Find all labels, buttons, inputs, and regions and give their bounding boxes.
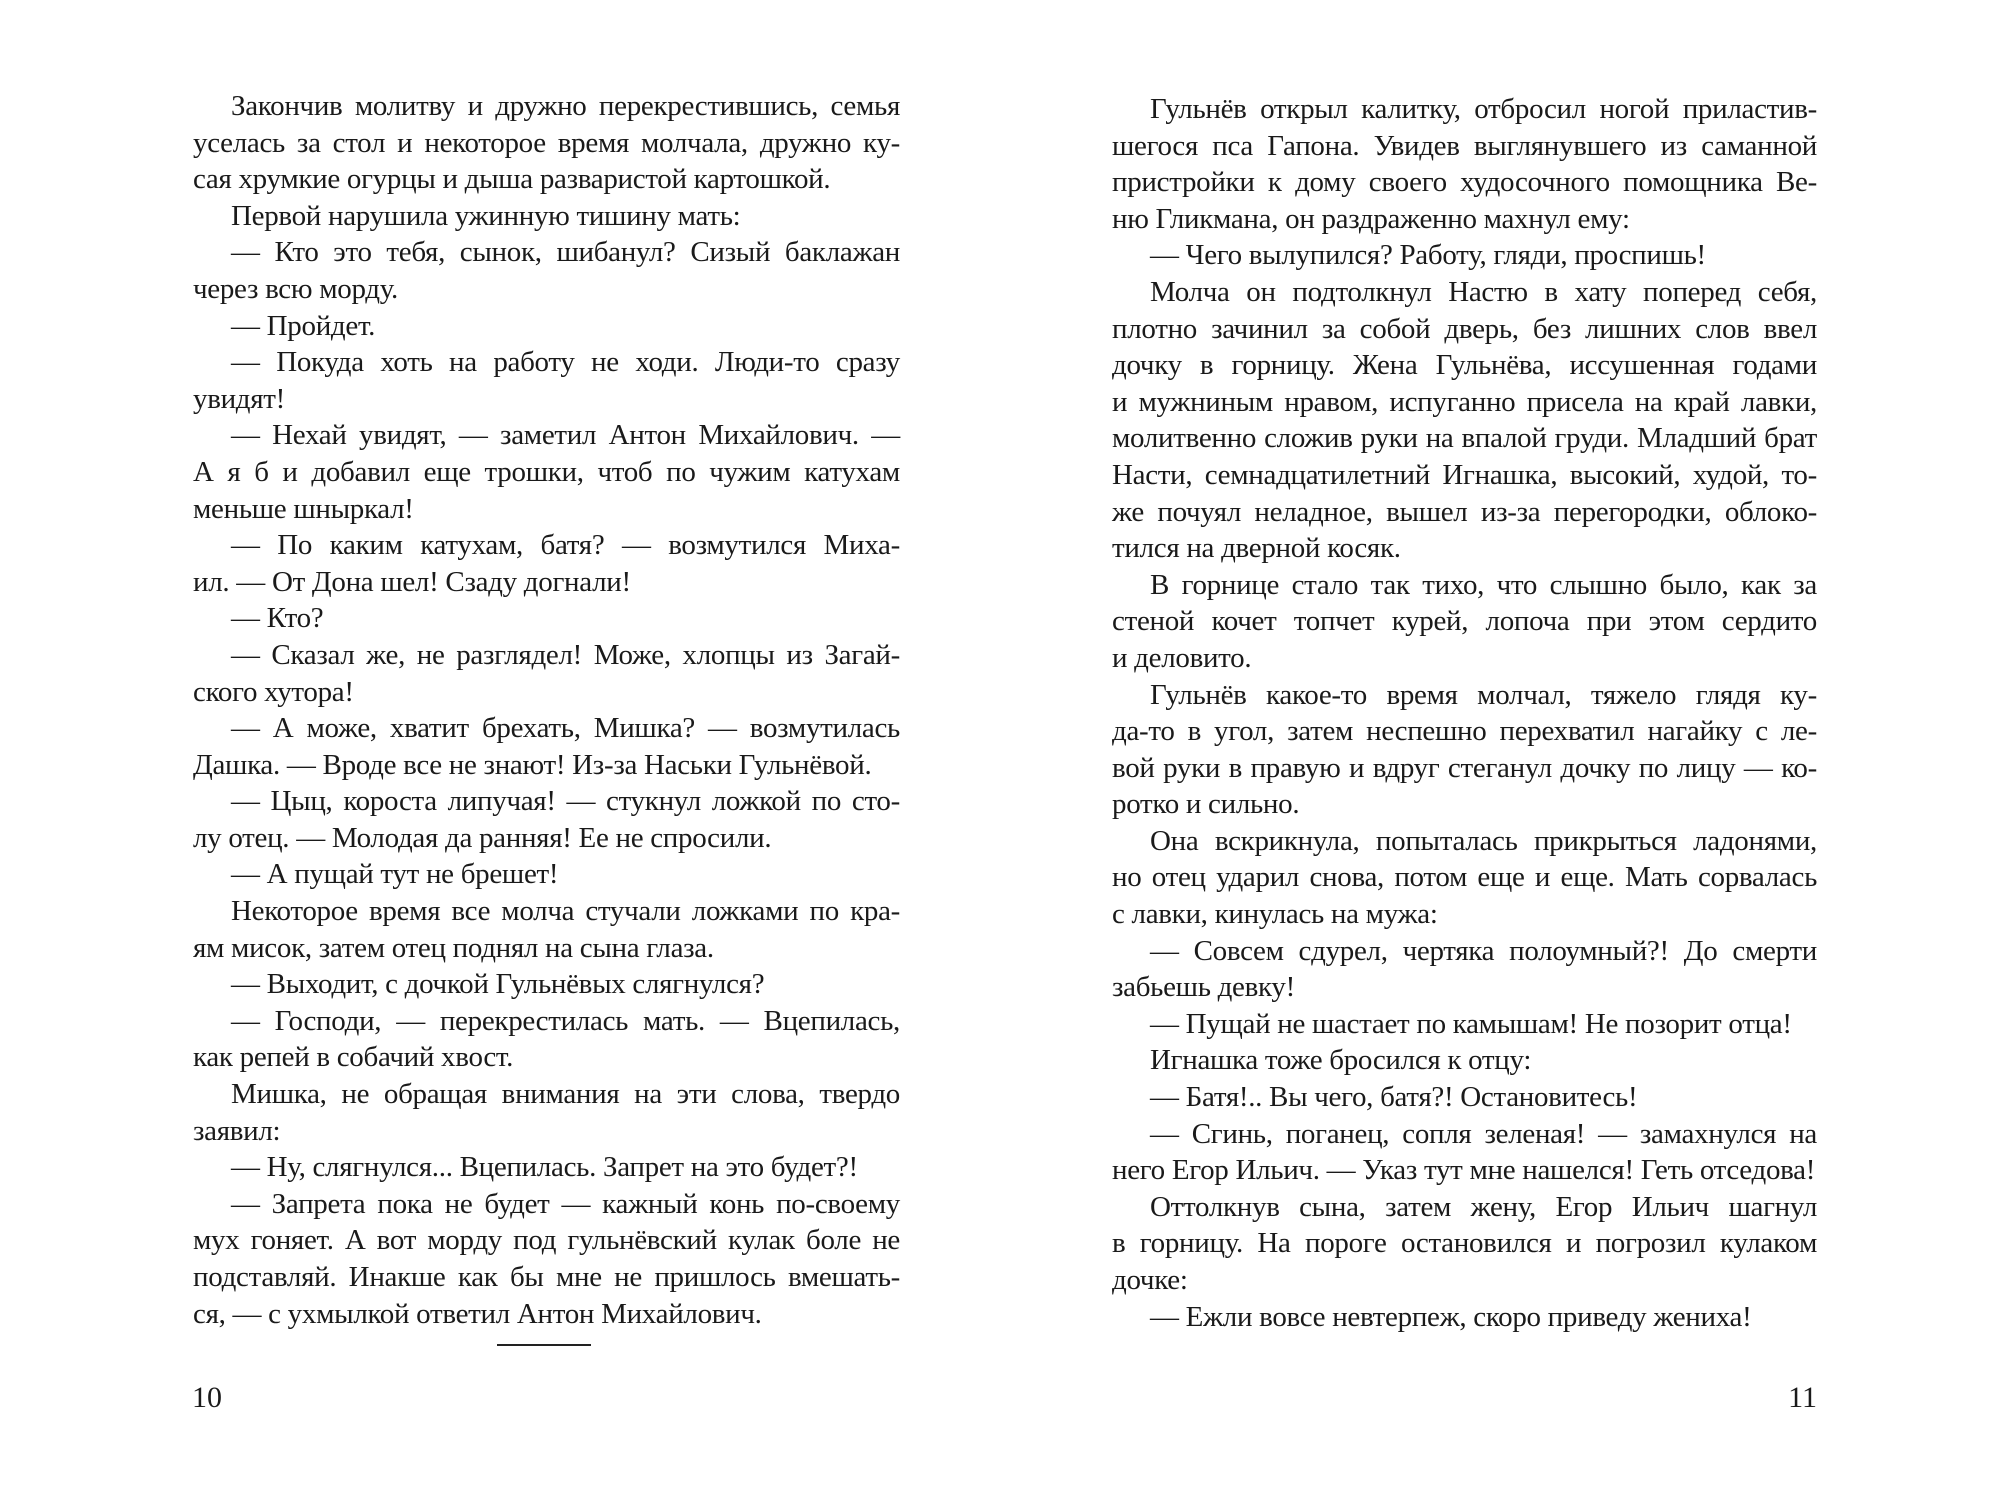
text-line: увидят! (193, 382, 286, 415)
left-page-text (193, 88, 900, 1332)
page-number-right: 11 (1788, 1381, 1817, 1414)
paragraph (1112, 91, 1817, 237)
text-line: А я б и добавил еще трошки, чтоб по чужим катухам (193, 455, 900, 488)
text-line: — Выходит, с дочкой Гульнёвых слягнулся? (231, 968, 765, 1001)
text-line: вой руки в правую и вдруг стеганул дочку по лицу — ко- (1112, 751, 1817, 784)
text-line: как репей в собачий хвост. (193, 1041, 514, 1074)
text-line: и деловито. (1112, 641, 1252, 674)
text-line: пристройки к дому своего худосочного помощника Ве- (1112, 166, 1817, 199)
text-line: в горницу. На пороге остановился и погрозил кулаком (1112, 1227, 1817, 1260)
text-line: — Кто? (231, 602, 324, 635)
text-line: да-то в угол, затем неспешно перехватил нагайку с ле- (1112, 715, 1817, 748)
text-line: дочку в горницу. Жена Гульнёва, иссушенная годами (1112, 349, 1817, 382)
text-line: — Ну, слягнулся... Вцепилась. Запрет на это будет?! (231, 1151, 858, 1184)
text-line: заявил: (193, 1114, 281, 1147)
text-line: Молча он подтолкнул Настю в хату поперед себя, (1150, 275, 1817, 308)
paragraph (1112, 567, 1817, 677)
text-line: Дашка. — Вроде все не знают! Из-за Наськи Гульнёвой. (193, 748, 872, 781)
text-line: — Чего вылупился? Работу, гляди, проспишь! (1150, 239, 1706, 272)
text-line: с лавки, кинулась на мужа: (1112, 898, 1438, 931)
text-line: — А пущай тут не брешет! (231, 858, 559, 891)
page-number-left: 10 (192, 1381, 222, 1414)
text-line: ил. — От Дона шел! Сзаду догнали! (193, 565, 631, 598)
text-line: молитвенно сложив руки на впалой груди. Младший брат (1112, 422, 1817, 455)
paragraph (1112, 274, 1817, 567)
text-line: Мишка, не обращая внимания на эти слова, твердо (231, 1078, 900, 1111)
text-line: но отец ударил снова, потом еще и еще. Мать сорвалась (1112, 861, 1817, 894)
paragraph (193, 856, 900, 893)
text-line: — Нехай увидят, — заметил Антон Михайлович. — (231, 419, 900, 452)
paragraph (193, 1003, 900, 1076)
text-line: дочке: (1112, 1264, 1188, 1296)
paragraph (193, 893, 900, 966)
text-line: — Пройдет. (231, 309, 376, 342)
text-line: — Совсем сдурел, чертяка полоумный?! До смерти (1150, 934, 1817, 967)
paragraph (1112, 823, 1817, 933)
text-line: ям мисок, затем отец поднял на сына глаза. (193, 931, 714, 964)
paragraph (193, 88, 900, 198)
paragraph (193, 234, 900, 307)
paragraph (193, 344, 900, 417)
text-line: — Ежли вовсе невтерпеж, скоро приведу жениха! (1150, 1300, 1752, 1333)
text-line: — По каким катухам, батя? — возмутился Миха- (231, 529, 900, 562)
text-line: забьешь девку! (1112, 971, 1295, 1004)
text-line: — Батя!.. Вы чего, батя?! Остановитесь! (1150, 1081, 1638, 1114)
text-line: Гульнёв открыл калитку, отбросил ногой приластив- (1150, 93, 1817, 125)
paragraph (193, 527, 900, 600)
paragraph (193, 783, 900, 856)
paragraph (1112, 1042, 1817, 1079)
text-line: Насти, семнадцатилетний Игнашка, высокий, худой, то- (1112, 458, 1817, 491)
text-line: ню Гликмана, он раздраженно махнул ему: (1112, 202, 1630, 235)
text-line: сая хрумкие огурцы и дыша разваристой картошкой. (193, 163, 831, 196)
text-line: ротко и сильно. (1112, 788, 1300, 821)
text-line: — Цыц, короста липучая! — стукнул ложкой по сто- (231, 785, 900, 818)
text-line: же почуял неладное, вышел из-за перегородки, облоко- (1112, 495, 1817, 528)
text-line: него Егор Ильич. — Указ тут мне нашелся! Геть отседова! (1112, 1154, 1816, 1187)
text-line: мух гоняет. А вот морду под гульнёвский кулак боле не (193, 1224, 900, 1257)
text-line: Первой нарушила ужинную тишину мать: (231, 199, 741, 232)
paragraph (193, 198, 900, 235)
paragraph (1112, 933, 1817, 1006)
text-line: — Господи, — перекрестилась мать. — Вцепилась, (231, 1004, 900, 1037)
right-page-text (1112, 91, 1817, 1335)
text-line: ся, — с ухмылкой ответил Антон Михайлович. (193, 1297, 762, 1330)
section-separator (497, 1344, 591, 1346)
text-line: уселась за стол и некоторое время молчала, дружно ку- (193, 126, 900, 159)
paragraph (193, 1076, 900, 1149)
text-line: Некоторое время все молча стучали ложками по кра- (231, 895, 900, 928)
text-line: плотно зачинил за собой дверь, без лишних слов ввел (1112, 312, 1817, 345)
paragraph (193, 966, 900, 1003)
paragraph (1112, 1006, 1817, 1043)
text-line: и мужниным нравом, испуганно присела на край лавки, (1112, 385, 1817, 418)
text-line: — А може, хватит брехать, Мишка? — возмутилась (231, 712, 900, 745)
paragraph (1112, 1189, 1817, 1299)
paragraph (193, 637, 900, 710)
paragraph (193, 1186, 900, 1332)
text-line: лу отец. — Молодая да ранняя! Ее не спросили. (193, 821, 772, 854)
text-line: Гульнёв какое-то время молчал, тяжело глядя ку- (1150, 678, 1817, 711)
paragraph (1112, 1079, 1817, 1116)
text-line: Игнашка тоже бросился к отцу: (1150, 1044, 1532, 1077)
paragraph (193, 710, 900, 783)
text-line: — Сказал же, не разглядел! Може, хлопцы из Загай- (231, 638, 900, 671)
text-line: — Сгинь, поганец, сопля зеленая! — замахнулся на (1150, 1117, 1817, 1150)
paragraph (1112, 677, 1817, 823)
text-line: Она вскрикнула, попыталась прикрыться ладонями, (1150, 824, 1817, 857)
text-line: стеной кочет топчет курей, лопоча при этом сердито (1112, 605, 1817, 638)
text-line: через всю морду. (193, 272, 398, 305)
text-line: — Покуда хоть на работу не ходи. Люди-то сразу (231, 346, 900, 379)
text-line: шегося пса Гапона. Увидев выглянувшего из саманной (1112, 129, 1817, 162)
text-line: — Запрета пока не будет — кажный конь по-своему (231, 1187, 900, 1220)
text-line: ского хутора! (193, 675, 354, 708)
text-line: — Кто это тебя, сынок, шибанул? Сизый баклажан (231, 236, 900, 269)
paragraph (193, 417, 900, 527)
paragraph (1112, 237, 1817, 274)
text-line: — Пущай не шастает по камышам! Не позорит отца! (1150, 1007, 1792, 1040)
text-line: В горнице стало так тихо, что слышно было, как за (1150, 568, 1817, 601)
text-line: Оттолкнув сына, затем жену, Егор Ильич шагнул (1150, 1190, 1817, 1223)
text-line: Закончив молитву и дружно перекрестившись, семья (231, 90, 900, 122)
text-line: подставляй. Инакше как бы мне не пришлось вмешать- (193, 1261, 900, 1293)
text-line: тился на дверной косяк. (1112, 532, 1401, 565)
paragraph (1112, 1299, 1817, 1336)
paragraph (193, 1149, 900, 1186)
paragraph (1112, 1116, 1817, 1189)
paragraph (193, 600, 900, 637)
text-line: меньше шныркал! (193, 492, 414, 525)
paragraph (193, 308, 900, 345)
